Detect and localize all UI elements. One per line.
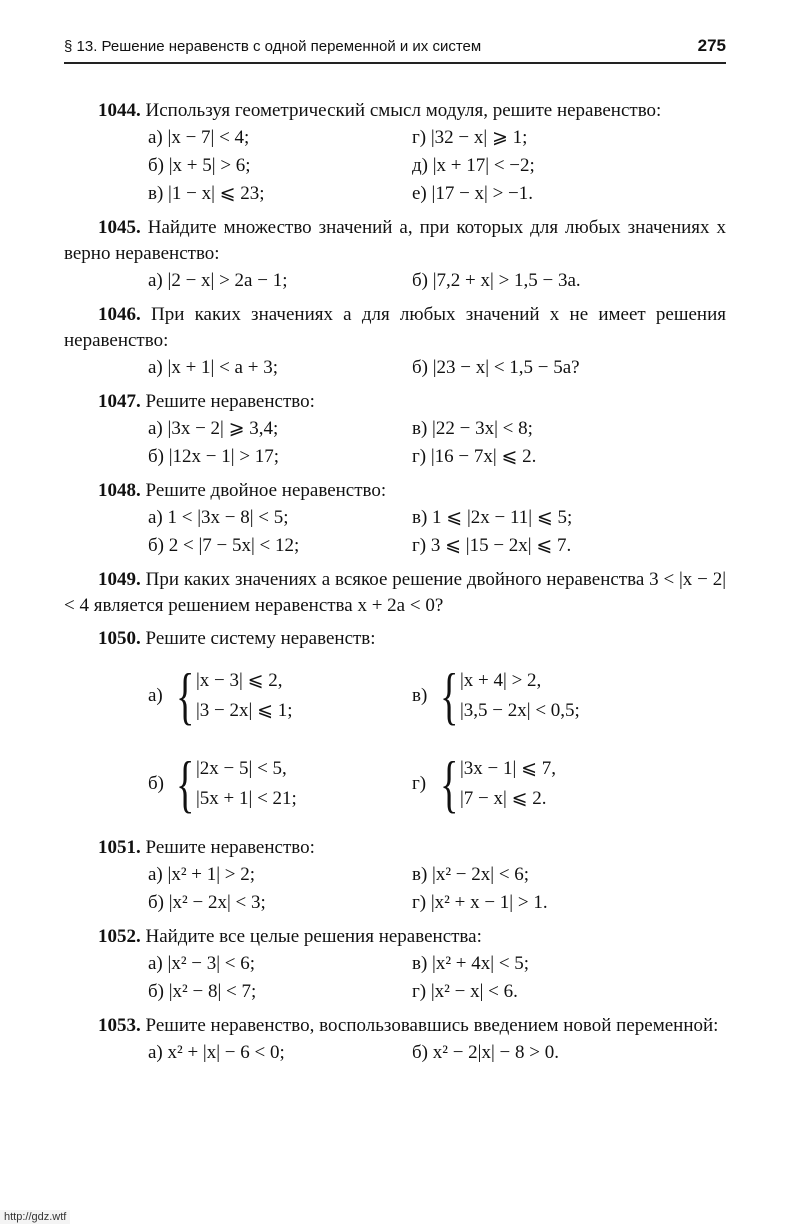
problem-number: 1051. [98, 837, 141, 858]
problem-text: Решите двойное неравенство: [145, 480, 387, 501]
brace-icon: { [440, 748, 459, 819]
sub-problem: а) |x − 7| < 4; [148, 127, 250, 148]
sub-problem: в) |x² + 4x| < 5; [412, 953, 530, 974]
problem-text: Решите неравенство, воспользовавшись введением новой переменной: [145, 1015, 719, 1036]
answer-row [64, 950, 726, 978]
problem-text: Используя геометрический смысл модуля, решите неравенство: [145, 100, 662, 121]
problem-intro [64, 98, 726, 124]
footer-url: http://gdz.wtf [0, 1210, 70, 1224]
problem-intro [64, 389, 726, 415]
brace-icon: { [440, 660, 459, 731]
problem-intro [64, 302, 726, 354]
problem-text: Найдите множество значений a, при которых для любых значениях x верно неравенство: [64, 217, 726, 264]
system-line: |7 − x| ⩽ 2. [460, 788, 547, 809]
system-line: |2x − 5| < 5, [196, 758, 287, 779]
system-line: |x + 4| > 2, [460, 670, 542, 691]
sub-problem: г) 3 ⩽ |15 − 2x| ⩽ 7. [412, 535, 572, 556]
sub-problem: в) |22 − 3x| < 8; [412, 418, 533, 439]
sub-problem: б) |7,2 + x| > 1,5 − 3a. [412, 270, 581, 291]
problem-item [64, 567, 726, 619]
system-lines [196, 754, 297, 814]
sub-problem: г) |x² − x| < 6. [412, 981, 518, 1002]
problem-number: 1047. [98, 391, 141, 412]
inequality-system [64, 652, 412, 740]
problem-text: Найдите все целые решения неравенства: [145, 926, 482, 947]
problem-intro [64, 567, 726, 619]
problem-item [64, 215, 726, 295]
problem-item [64, 1013, 726, 1067]
system-lines [460, 666, 580, 726]
system-row [64, 652, 726, 740]
problem-1050 [64, 626, 726, 828]
problem-text: Решите неравенство: [145, 837, 315, 858]
problem-item [64, 835, 726, 917]
problem-item [64, 302, 726, 382]
problem-item [64, 924, 726, 1006]
sub-problem: б) |23 − x| < 1,5 − 5a? [412, 357, 580, 378]
inequality-system [412, 740, 556, 828]
sub-problem: г) |16 − 7x| ⩽ 2. [412, 446, 537, 467]
problem-number: 1045. [98, 217, 141, 238]
sub-problem: а) |x² − 3| < 6; [148, 953, 256, 974]
system-line: |3,5 − 2x| < 0,5; [460, 700, 580, 721]
system-line: |3 − 2x| ⩽ 1; [196, 700, 293, 721]
problem-intro [64, 1013, 726, 1039]
problems-container [64, 98, 726, 1074]
problem-intro [64, 924, 726, 950]
problem-intro [64, 478, 726, 504]
sub-problem: а) 1 < |3x − 8| < 5; [148, 507, 289, 528]
brace-icon: { [176, 660, 195, 731]
brace-icon: { [176, 748, 195, 819]
sub-problem: в) |x² − 2x| < 6; [412, 864, 530, 885]
system-label: г) [412, 773, 427, 794]
problem-text: Решите неравенство: [145, 391, 315, 412]
answer-row [64, 152, 726, 180]
problem-text: При каких значениях a всякое решение двойного неравенства 3 < |x − 2| < 4 является решением неравенства x + 2a < 0? [64, 569, 726, 616]
answer-row [64, 889, 726, 917]
problem-intro [64, 215, 726, 267]
sub-problem: г) |x² + x − 1| > 1. [412, 892, 548, 913]
system-label: б) [148, 773, 164, 794]
answer-row [64, 443, 726, 471]
sub-problem: а) |x² + 1| > 2; [148, 864, 256, 885]
sub-problem: в) |1 − x| ⩽ 23; [148, 183, 265, 204]
answer-row [64, 532, 726, 560]
sub-problem: б) 2 < |7 − 5x| < 12; [148, 535, 300, 556]
answer-row [64, 267, 726, 295]
sub-problem: а) |2 − x| > 2a − 1; [148, 270, 288, 291]
sub-problem: а) |3x − 2| ⩾ 3,4; [148, 418, 279, 439]
system-label: в) [412, 685, 428, 706]
sub-problem: б) |x² − 2x| < 3; [148, 892, 266, 913]
problem-number: 1048. [98, 480, 141, 501]
problem-item [64, 98, 726, 208]
sub-problem: е) |17 − x| > −1. [412, 183, 534, 204]
problem-text: Решите систему неравенств: [145, 628, 376, 649]
sub-problem: б) |x + 5| > 6; [148, 155, 251, 176]
answer-row [64, 978, 726, 1006]
system-lines [196, 666, 293, 726]
answer-row [64, 180, 726, 208]
answer-row [64, 354, 726, 382]
system-lines [460, 754, 556, 814]
problem-number: 1053. [98, 1015, 141, 1036]
answer-row [64, 124, 726, 152]
sub-problem: а) |x + 1| < a + 3; [148, 357, 278, 378]
answer-row [64, 415, 726, 443]
problem-item [64, 389, 726, 471]
problem-intro [64, 626, 726, 652]
sub-problem: в) 1 ⩽ |2x − 11| ⩽ 5; [412, 507, 573, 528]
section-title: § 13. Решение неравенств с одной переменной и их систем [64, 38, 482, 55]
system-line: |3x − 1| ⩽ 7, [460, 758, 556, 779]
answer-row [64, 1039, 726, 1067]
problem-number: 1046. [98, 304, 141, 325]
system-line: |5x + 1| < 21; [196, 788, 297, 809]
system-row [64, 740, 726, 828]
problem-number: 1044. [98, 100, 141, 121]
sub-problem: б) |12x − 1| > 17; [148, 446, 280, 467]
problem-intro [64, 835, 726, 861]
answer-row [64, 861, 726, 889]
page-number: 275 [697, 36, 726, 55]
problem-number: 1050. [98, 628, 141, 649]
system-label: а) [148, 685, 163, 706]
answer-row [64, 504, 726, 532]
problem-item [64, 478, 726, 560]
sub-problem: г) |32 − x| ⩾ 1; [412, 127, 528, 148]
sub-problem: а) x² + |x| − 6 < 0; [148, 1042, 285, 1063]
sub-problem: д) |x + 17| < −2; [412, 155, 535, 176]
inequality-system [412, 652, 580, 740]
system-line: |x − 3| ⩽ 2, [196, 670, 283, 691]
sub-problem: б) x² − 2|x| − 8 > 0. [412, 1042, 559, 1063]
problem-text: При каких значениях a для любых значений x не имеет решения неравенство: [64, 304, 726, 351]
problem-number: 1052. [98, 926, 141, 947]
sub-problem: б) |x² − 8| < 7; [148, 981, 257, 1002]
inequality-system [64, 740, 412, 828]
page-header [64, 36, 726, 64]
problem-number: 1049. [98, 569, 141, 590]
